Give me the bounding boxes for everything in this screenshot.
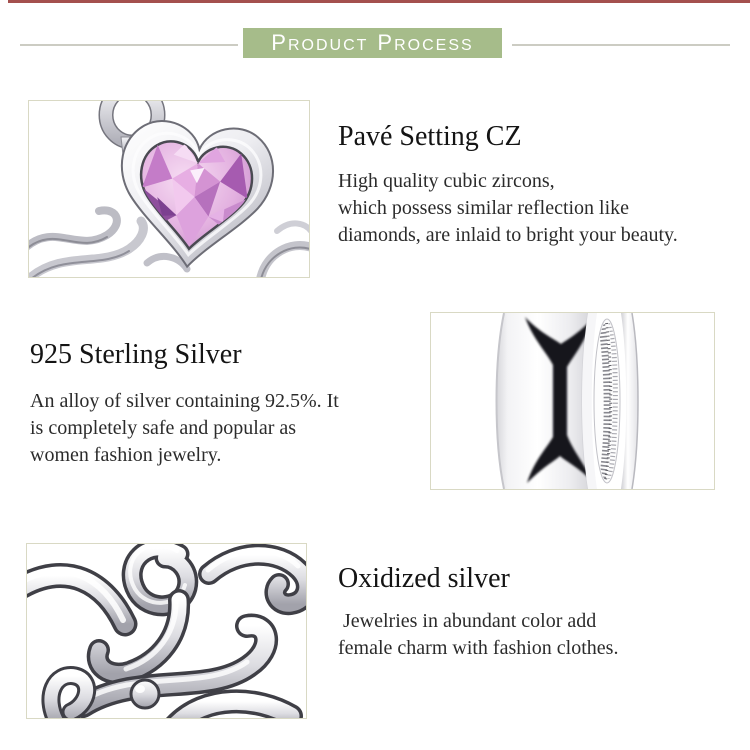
section-pave-setting-cz (338, 120, 730, 249)
section-title: Oxidized silver (338, 563, 510, 594)
body-line: is completely safe and popular as (30, 417, 297, 439)
pave-cz-heart-charm-image (28, 100, 310, 278)
section-title: Pavé Setting CZ (338, 121, 522, 152)
body-line: High quality cubic zircons, (338, 170, 555, 192)
silver-spacer-bead-image (430, 312, 715, 490)
section-sterling-silver (30, 338, 420, 469)
body-line: female charm with fashion clothes. (338, 637, 619, 659)
oxidized-silver-script-image (26, 543, 307, 719)
heart-charm-illustration (29, 101, 309, 277)
body-line: An alloy of silver containing 92.5%. It (30, 390, 339, 412)
section-title: 925 Sterling Silver (30, 339, 242, 370)
section-body (338, 168, 730, 249)
header-divider-right (512, 44, 730, 46)
section-body (338, 608, 730, 662)
section-header-banner (243, 28, 502, 58)
header-label-part: P (271, 30, 288, 55)
body-line: Jewelries in abundant color add (338, 610, 597, 632)
oxidized-script-illustration (27, 544, 306, 718)
silver-bead-illustration (431, 313, 714, 489)
header-divider-left (20, 44, 238, 46)
section-oxidized-silver (338, 562, 730, 662)
body-line: which possess similar reflection like (338, 197, 630, 219)
top-accent-bar (8, 0, 750, 3)
body-line: women fashion jewelry. (30, 444, 222, 466)
body-line: diamonds, are inlaid to bright your beauty. (338, 224, 678, 246)
header-label-part: RODUCT (287, 37, 369, 54)
header-label-part: P (377, 30, 395, 55)
header-label-part: ROCESS (394, 37, 474, 54)
section-body (30, 388, 420, 469)
